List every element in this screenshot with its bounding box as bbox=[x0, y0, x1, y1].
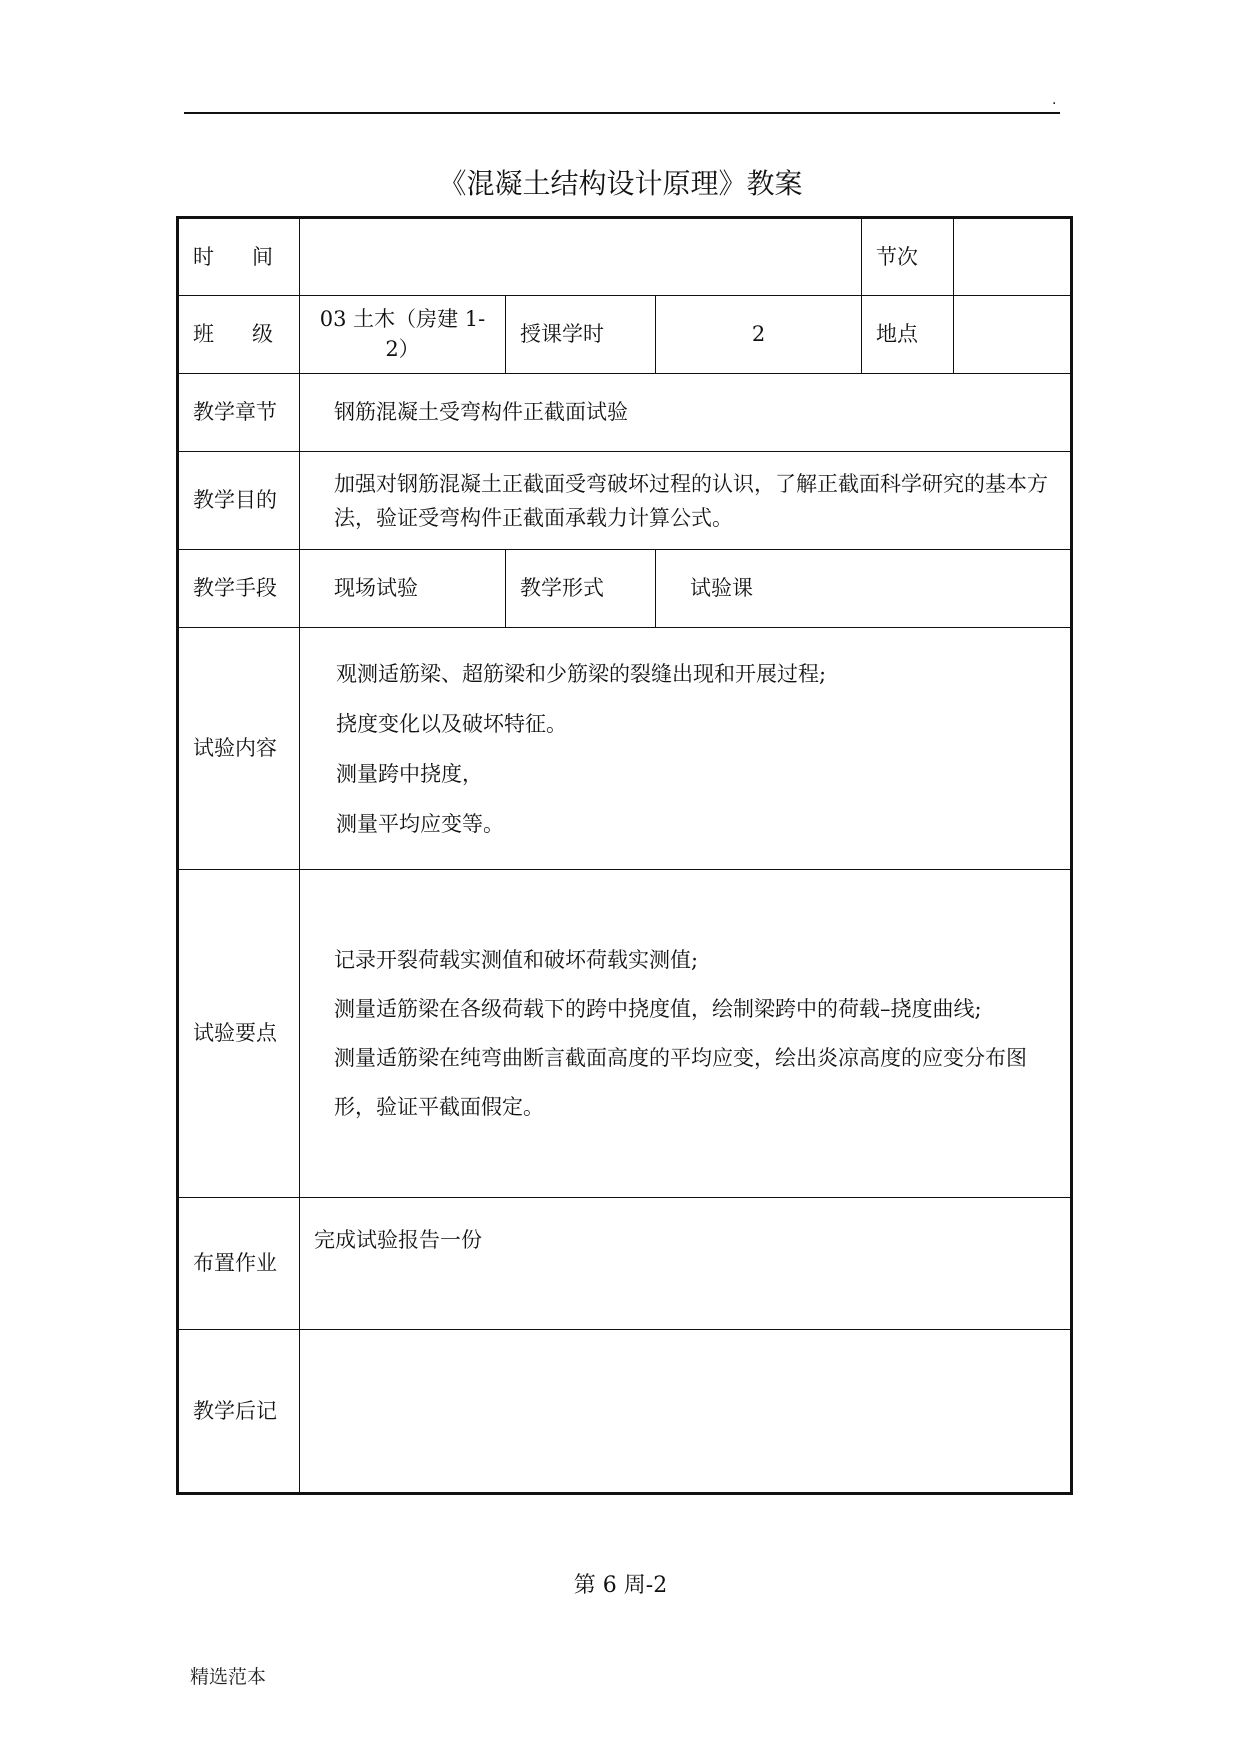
content-line: 测量平均应变等。 bbox=[336, 811, 504, 836]
label-method: 教学手段 bbox=[178, 550, 300, 628]
value-form: 试验课 bbox=[656, 550, 1072, 628]
header-rule bbox=[184, 112, 1060, 114]
label-points: 试验要点 bbox=[178, 870, 300, 1198]
row-content bbox=[178, 628, 1072, 870]
page-footer: 第 6 周-2 bbox=[573, 1573, 668, 1598]
label-class: 班 级 bbox=[178, 296, 300, 374]
content-line: 挠度变化以及破坏特征。 bbox=[336, 711, 567, 736]
value-chapter: 钢筋混凝土受弯构件正截面试验 bbox=[300, 374, 1072, 452]
label-time: 时 间 bbox=[178, 218, 300, 296]
label-objective: 教学目的 bbox=[178, 452, 300, 550]
row-chapter bbox=[178, 374, 1072, 452]
points-line: 测量适筋梁在各级荷载下的跨中挠度值，绘制梁跨中的荷载–挠度曲线; bbox=[334, 996, 982, 1021]
label-content: 试验内容 bbox=[178, 628, 300, 870]
label-place: 地点 bbox=[862, 296, 954, 374]
content-line: 观测适筋梁、超筋梁和少筋梁的裂缝出现和开展过程; bbox=[336, 661, 827, 686]
label-session: 节次 bbox=[862, 218, 954, 296]
label-homework: 布置作业 bbox=[178, 1198, 300, 1330]
value-points bbox=[300, 870, 1072, 1198]
lesson-plan-table bbox=[176, 216, 1073, 1495]
value-objective: 加强对钢筋混凝土正截面受弯破坏过程的认识，了解正截面科学研究的基本方法，验证受弯构件正截面承载力计算公式。 bbox=[300, 452, 1072, 550]
row-method bbox=[178, 550, 1072, 628]
row-notes bbox=[178, 1330, 1072, 1494]
row-homework bbox=[178, 1198, 1072, 1330]
corner-label: 精选范本 bbox=[190, 1666, 267, 1688]
document-title: 《混凝土结构设计原理》教案 bbox=[438, 167, 803, 200]
value-content bbox=[300, 628, 1072, 870]
value-notes bbox=[300, 1330, 1072, 1494]
value-homework: 完成试验报告一份 bbox=[300, 1198, 1072, 1330]
value-time bbox=[300, 218, 862, 296]
label-hours: 授课学时 bbox=[506, 296, 656, 374]
label-form: 教学形式 bbox=[506, 550, 656, 628]
content-line: 测量跨中挠度， bbox=[336, 761, 483, 786]
value-session bbox=[954, 218, 1072, 296]
row-objective bbox=[178, 452, 1072, 550]
value-hours: 2 bbox=[656, 296, 862, 374]
row-time bbox=[178, 218, 1072, 296]
points-line: 测量适筋梁在纯弯曲断言截面高度的平均应变，绘出炎凉高度的应变分布图形，验证平截面假定。 bbox=[334, 1045, 1027, 1119]
row-class bbox=[178, 296, 1072, 374]
value-place bbox=[954, 296, 1072, 374]
header-dot: . bbox=[1052, 92, 1057, 108]
row-points bbox=[178, 870, 1072, 1198]
label-notes: 教学后记 bbox=[178, 1330, 300, 1494]
label-chapter: 教学章节 bbox=[178, 374, 300, 452]
value-method: 现场试验 bbox=[300, 550, 506, 628]
points-line: 记录开裂荷载实测值和破坏荷载实测值; bbox=[334, 947, 699, 972]
value-class: 03 土木（房建 1-2） bbox=[300, 296, 506, 374]
